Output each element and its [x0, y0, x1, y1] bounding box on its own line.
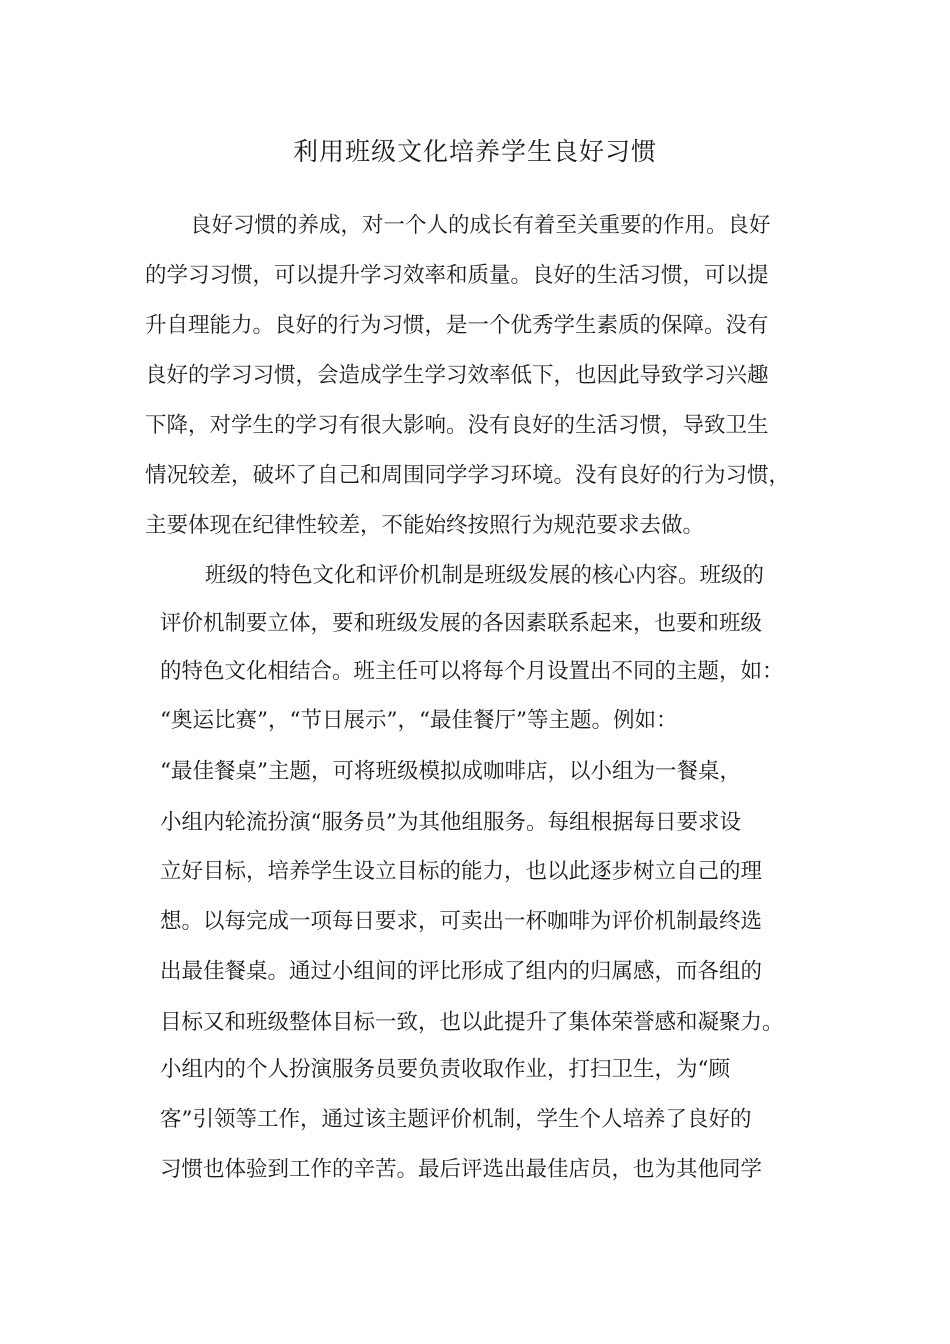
paragraph-line: 主要体现在纪律性较差，不能始终按照行为规范要求去做。 [145, 513, 705, 538]
paragraph-line: “奥运比赛”，“节日展示”，“最佳餐厅”等主题。例如： [160, 708, 678, 733]
paragraph-line: 良好的学习习惯，会造成学生学习效率低下，也因此导致学习兴趣 [145, 363, 769, 388]
paragraph-line: 的学习习惯，可以提升学习效率和质量。良好的生活习惯，可以提 [145, 263, 769, 288]
paragraph-line: 出最佳餐桌。通过小组间的评比形成了组内的归属感，而各组的 [160, 959, 763, 984]
paragraph-line: 下降，对学生的学习有很大影响。没有良好的生活习惯，导致卫生 [145, 413, 769, 438]
paragraph-line: 习惯也体验到工作的辛苦。最后评选出最佳店员，也为其他同学 [160, 1157, 763, 1182]
paragraph-line: 目标又和班级整体目标一致，也以此提升了集体荣誉感和凝聚力。 [160, 1010, 784, 1035]
paragraph-line: 班级的特色文化和评价机制是班级发展的核心内容。班级的 [205, 563, 765, 588]
paragraph-line: 升自理能力。良好的行为习惯，是一个优秀学生素质的保障。没有 [145, 313, 769, 338]
paragraph-line: 小组内的个人扮演服务员要负责收取作业，打扫卫生，为“顾 [160, 1057, 730, 1082]
paragraph-line: 的特色文化相结合。班主任可以将每个月设置出不同的主题，如： [160, 659, 784, 684]
paragraph-line: 客”引领等工作，通过该主题评价机制，学生个人培养了良好的 [160, 1107, 752, 1132]
paragraph-line: 想。以每完成一项每日要求，可卖出一杯咖啡为评价机制最终选 [160, 909, 763, 934]
paragraph-line: 良好习惯的养成，对一个人的成长有着至关重要的作用。良好 [190, 213, 771, 238]
document-title: 利用班级文化培养学生良好习惯 [292, 137, 657, 166]
paragraph-line: 立好目标，培养学生设立目标的能力，也以此逐步树立自己的理 [160, 859, 763, 884]
paragraph-line: “最佳餐桌”主题，可将班级模拟成咖啡店，以小组为一餐桌， [160, 759, 741, 784]
paragraph-line: 小组内轮流扮演“服务员”为其他组服务。每组根据每日要求设 [160, 810, 741, 835]
paragraph-line: 情况较差，破坏了自己和周围同学学习环境。没有良好的行为习惯， [145, 463, 791, 488]
paragraph-line: 评价机制要立体，要和班级发展的各因素联系起来，也要和班级 [160, 611, 763, 636]
